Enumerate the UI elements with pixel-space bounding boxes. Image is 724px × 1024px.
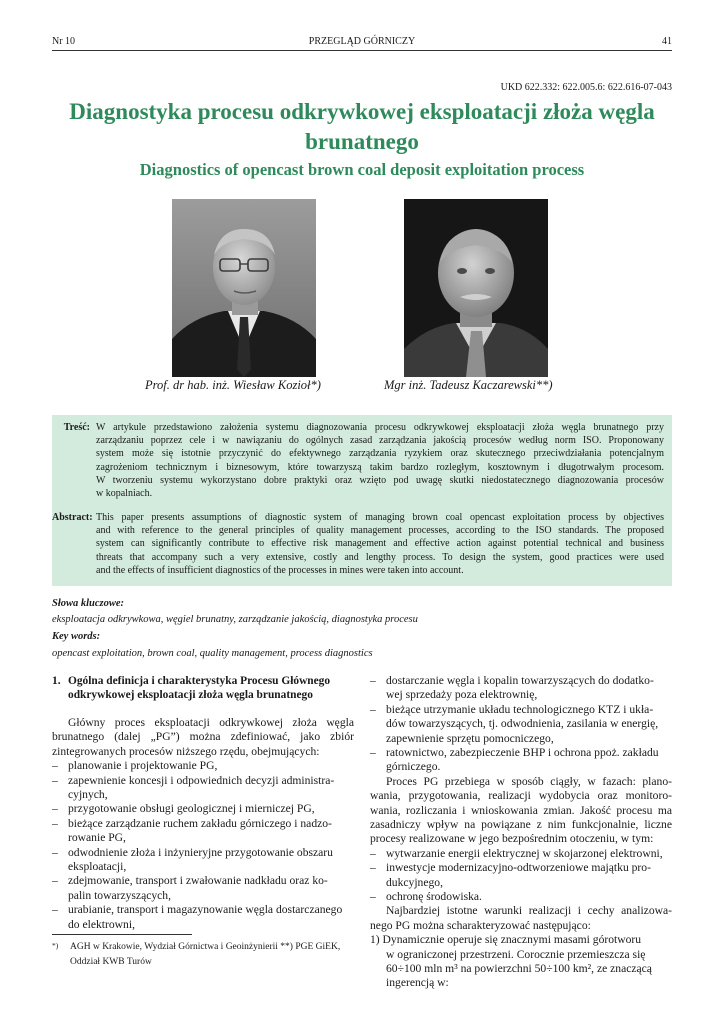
header-rule [52, 50, 672, 51]
text-line-content: urabianie, transport i magazynowanie węgla dostarczanego [68, 903, 343, 917]
section-1-heading [52, 674, 354, 702]
text-line [370, 717, 672, 731]
text-line [370, 904, 672, 918]
abstract-en-line: and the effects of insufficient diagnostics of the processes in mines were taken into account. [96, 564, 464, 576]
text-line [52, 846, 354, 860]
bullet-dash: – [52, 903, 58, 917]
journal-name: PRZEGLĄD GÓRNICZY [308, 36, 416, 47]
author-caption-2: Mgr inż. Tadeusz Kaczarewski**) [384, 378, 553, 392]
text-line [52, 730, 354, 744]
abstract-pl-line: w kopalniach. [96, 488, 153, 500]
abstract-en [52, 511, 672, 581]
footnote-rule [52, 934, 192, 935]
abstract-en-text [96, 511, 664, 577]
abstract-en-line: system can significantly contribute to effective risk management and effective action against potential technical and business [96, 538, 664, 550]
author-portrait-2-image [404, 199, 548, 377]
text-line [370, 962, 672, 976]
section-1-title-line-1: Ogólna definicja i charakterystyka Procesu Głównego [68, 675, 331, 687]
text-line-content: brunatnego (dalej „PG”) można zdefiniować, jako zbiór [52, 730, 354, 744]
bullet-dash: – [52, 773, 58, 787]
text-line-content: zapewnienie koncesji i odpowiednich decyzji administra- [68, 773, 335, 787]
text-line-content: cyjnych, [68, 788, 108, 801]
text-line [370, 760, 672, 774]
text-line-content: odwodnienie złoża i inżynieryjne przygotowanie obszaru [68, 845, 333, 859]
bullet-dash: – [370, 702, 376, 716]
text-line-content: do elektrowni, [68, 917, 135, 931]
text-line [52, 716, 354, 730]
text-line [52, 774, 354, 788]
keywords-en-heading: Key words: [52, 631, 101, 642]
text-line [370, 818, 672, 832]
title-line-1: Diagnostyka procesu odkrywkowej eksploatacji złoża węgla [69, 99, 655, 124]
text-line-content: ratownictwo, zabezpieczenie BHP i ochrona ppoż. zakładu [386, 746, 659, 760]
title-line-2: brunatnego [305, 129, 419, 154]
abstract-pl-line: zarządzaniu poprzez cele i w nawiązaniu do ogólnych zasad zarządzania jakością procesów według norm ISO. Proponowany [96, 435, 664, 447]
text-line-content: zdejmowanie, transport i zwałowanie nadkładu oraz ko- [68, 874, 328, 888]
keywords-pl-heading: Słowa kluczowe: [52, 598, 125, 609]
text-line [52, 817, 354, 831]
abstract-en-line: and with reference to the general principles of quality management processes, according to the ISO standards. The proposed [96, 525, 664, 537]
text-line [52, 802, 354, 816]
text-line-content: planowanie i projektowanie PG, [68, 759, 218, 773]
text-line [370, 746, 672, 760]
abstract-pl-line: system może się istotnie przyczynić do efektywnego zarządzania ryzykiem oraz skutecznego przeciwdziałania potencjalnym [96, 448, 664, 460]
text-line-content: Główny proces eksploatacji odkrywkowej złoża węgla [68, 716, 354, 729]
right-column-body [370, 674, 672, 991]
text-line [370, 775, 672, 789]
abstract-pl-line: W tworzeniu systemu wykorzystano dobre praktyki oraz wzięto pod uwagę skutki niedostatecznego diagnozowania procesów [96, 474, 664, 486]
text-line [52, 759, 354, 773]
text-line [52, 788, 354, 802]
abstract-pl-label: Treść: [63, 422, 90, 433]
footnote-line-2: Oddział KWB Turów [70, 957, 152, 967]
left-column-body [52, 716, 354, 932]
text-line [370, 933, 672, 947]
text-line-content: bieżące utrzymanie układu technologicznego KTZ i ukła- [386, 702, 654, 716]
journal-issue: Nr 10 [52, 36, 76, 47]
bullet-dash: – [52, 802, 58, 816]
text-line-content: ingerencją w: [386, 976, 449, 990]
text-line [370, 703, 672, 717]
footnote-line-1: AGH w Krakowie, Wydział Górnictwa i Geoinżynierii **) PGE GiEK, [70, 942, 341, 952]
text-line [370, 832, 672, 846]
bullet-dash: – [52, 816, 58, 830]
abstract-pl [52, 421, 672, 501]
text-line-content: w ograniczonej przestrzeni. Corocznie przemieszcza się [386, 947, 646, 961]
text-line [52, 874, 354, 888]
paper-title [52, 97, 672, 157]
text-line-content: Najbardziej istotne warunki realizacji i cechy analizowa- [386, 904, 672, 918]
section-1-number: 1. [52, 675, 61, 687]
text-line-content: górniczego. [386, 760, 441, 774]
abstract-pl-line: W artykule przedstawiono założenia systemu diagnozowania procesu odkrywkowej eksploatacji złoża węgla brunatnego przy [96, 422, 664, 433]
text-line [52, 889, 354, 903]
text-line-content: eksploatacji, [68, 860, 127, 874]
ukd-classification: UKD 622.332: 622.005.6: 622.616-07-043 [500, 82, 672, 93]
text-line-content: inwestycje modernizacyjno-odtworzeniowe majątku pro- [386, 861, 651, 875]
text-line-content: 1) Dynamicznie operuje się znacznymi masami górotworu [370, 933, 642, 947]
text-line [370, 890, 672, 904]
footnote [52, 940, 352, 970]
text-line-content: 60÷100 mln m³ na powierzchni 50÷100 km², ze znaczącą [386, 962, 652, 976]
bullet-dash: – [52, 845, 58, 859]
bullet-dash: – [370, 746, 376, 760]
abstract-box [52, 415, 672, 586]
text-line-content: zasadniczy wpływ na powiązane z nim funkcjonalnie, liczne [370, 818, 672, 832]
text-line [370, 804, 672, 818]
author-photo-2 [404, 199, 548, 377]
abstract-en-line: This paper presents assumptions of diagnostic system of managing brown coal opencast exploitation process by objectives [96, 512, 664, 523]
keywords-en-text: opencast exploitation, brown coal, quality management, process diagnostics [52, 648, 373, 659]
text-line-content: procesy realizowane w jego bezpośrednim otoczeniu, w tym: [370, 832, 654, 846]
abstract-en-label: Abstract: [52, 512, 93, 523]
text-line [52, 903, 354, 917]
author-portrait-1-image [172, 199, 316, 377]
text-line [370, 948, 672, 962]
text-line-content: rowanie PG, [68, 831, 126, 845]
text-line-content: Proces PG przebiega w sposób ciągły, w fazach: plano- [386, 774, 672, 788]
text-line [370, 732, 672, 746]
keywords-pl-text: eksploatacja odkrywkowa, węgiel brunatny, zarządzanie jakością, diagnostyka procesu [52, 614, 418, 625]
abstract-pl-line: zagrożeniom technicznym i biznesowym, które towarzyszą takim bardzo rozległym, kosztownym i długotrwałym procesom. [96, 461, 664, 473]
text-line [52, 831, 354, 845]
text-line [52, 745, 354, 759]
text-line-content: wania, przygotowania, realizacji wydobycia oraz monitoro- [370, 789, 672, 803]
text-line-content: przygotowanie obsługi geologicznej i mierniczej PG, [68, 802, 315, 816]
text-line-content: wania, rozliczania i wnioskowania zmian. Jakość procesu ma [370, 803, 672, 817]
bullet-dash: – [370, 861, 376, 875]
text-line-content: zapewnienie sprzętu pomocniczego, [386, 731, 554, 745]
text-line [370, 919, 672, 933]
text-line-content: palin towarzyszących, [68, 888, 172, 902]
bullet-dash: – [370, 674, 376, 687]
text-line [52, 860, 354, 874]
section-1-heading-wrap [52, 674, 354, 702]
text-line-content: ochronę środowiska. [386, 890, 482, 904]
text-line [370, 789, 672, 803]
paper-subtitle: Diagnostics of opencast brown coal deposit exploitation process [139, 160, 585, 179]
page-number: 41 [662, 36, 672, 47]
abstract-en-line: threats that accompany such a very extensive, costly and lengthy process. To design the system, good practices were used [96, 551, 664, 563]
bullet-dash: – [370, 890, 376, 904]
text-line-content: zintegrowanych procesów niższego rzędu, obejmujących: [52, 744, 320, 758]
footnote-mark: *) [52, 941, 59, 950]
author-caption-1: Prof. dr hab. inż. Wiesław Kozioł*) [145, 378, 321, 392]
bullet-dash: – [52, 874, 58, 888]
author-photo-1 [172, 199, 316, 377]
text-line-content: wytwarzanie energii elektrycznej w skojarzonej elektrowni, [386, 846, 663, 860]
text-line [370, 688, 672, 702]
footnote-body [52, 940, 352, 970]
abstract-pl-text [96, 421, 664, 500]
text-line-content: nego PG można scharakteryzować następująco: [370, 918, 591, 932]
bullet-dash: – [370, 846, 376, 860]
text-line [370, 976, 672, 990]
text-line [370, 876, 672, 890]
text-line [370, 674, 672, 688]
text-line-content: dostarczanie węgla i kopalin towarzyszących do dodatko- [386, 674, 654, 687]
text-line-content: dukcyjnego, [386, 875, 443, 889]
text-line-content: dów towarzyszących, tj. odwodnienia, zasilania w energię, [386, 717, 659, 731]
bullet-dash: – [52, 759, 58, 773]
text-line [52, 918, 354, 932]
text-line-content: wej sprzedaży poza elektrownię, [386, 688, 538, 702]
text-line [370, 861, 672, 875]
text-line-content: bieżące zarządzanie ruchem zakładu górniczego i nadzo- [68, 816, 332, 830]
text-line [370, 847, 672, 861]
section-1-title-line-2: odkrywkowej eksploatacji złoża węgla brunatnego [68, 689, 313, 701]
